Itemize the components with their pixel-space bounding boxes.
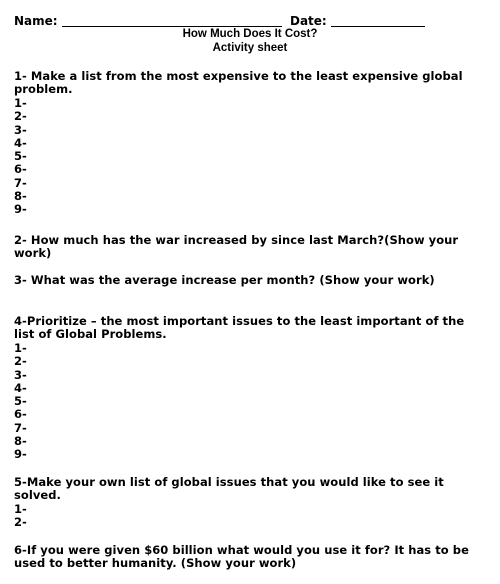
list-item: 8- bbox=[14, 189, 27, 204]
name-label: Name: bbox=[14, 14, 58, 28]
question-2: 2- How much has the war increased by since last March?(Show your work) bbox=[14, 233, 459, 260]
page-subtitle: Activity sheet bbox=[212, 42, 288, 54]
list-item: 9- bbox=[14, 202, 27, 217]
list-item: 2- bbox=[14, 354, 27, 369]
list-item: 4- bbox=[14, 380, 27, 395]
list-item: 1- bbox=[14, 502, 27, 516]
question-4: 4-Prioritize – the most important issues to the least important of the list of Global Problems. bbox=[14, 314, 465, 341]
list-item: 2- bbox=[14, 515, 27, 530]
list-item: 5- bbox=[14, 394, 27, 409]
list-item: 4- bbox=[14, 135, 27, 150]
list-item: 1- bbox=[14, 96, 27, 110]
list-item: 9- bbox=[14, 447, 27, 462]
list-item: 6- bbox=[14, 162, 27, 177]
page-title: How Much Does It Cost? bbox=[182, 28, 318, 40]
list-item: 6- bbox=[14, 407, 27, 422]
date-label: Date: bbox=[290, 14, 327, 28]
question-4-list bbox=[14, 342, 27, 462]
list-item: 7- bbox=[14, 420, 27, 435]
question-5-list bbox=[14, 503, 27, 530]
question-1-list bbox=[14, 97, 27, 217]
question-6: 6-If you were given $60 billion what would you use it for? It has to be used to better humanity. (Show your work) bbox=[14, 543, 469, 570]
list-item: 3- bbox=[14, 367, 27, 382]
list-item: 1- bbox=[14, 341, 27, 355]
name-blank[interactable] bbox=[62, 26, 282, 27]
list-item: 2- bbox=[14, 109, 27, 124]
question-1: 1- Make a list from the most expensive to the least expensive global problem. bbox=[14, 69, 463, 96]
list-item: 8- bbox=[14, 434, 27, 449]
question-5: 5-Make your own list of global issues that you would like to see it solved. bbox=[14, 475, 444, 502]
list-item: 5- bbox=[14, 149, 27, 164]
list-item: 3- bbox=[14, 122, 27, 137]
list-item: 7- bbox=[14, 175, 27, 190]
date-blank[interactable] bbox=[331, 26, 425, 27]
question-3: 3- What was the average increase per month? (Show your work) bbox=[14, 273, 435, 287]
